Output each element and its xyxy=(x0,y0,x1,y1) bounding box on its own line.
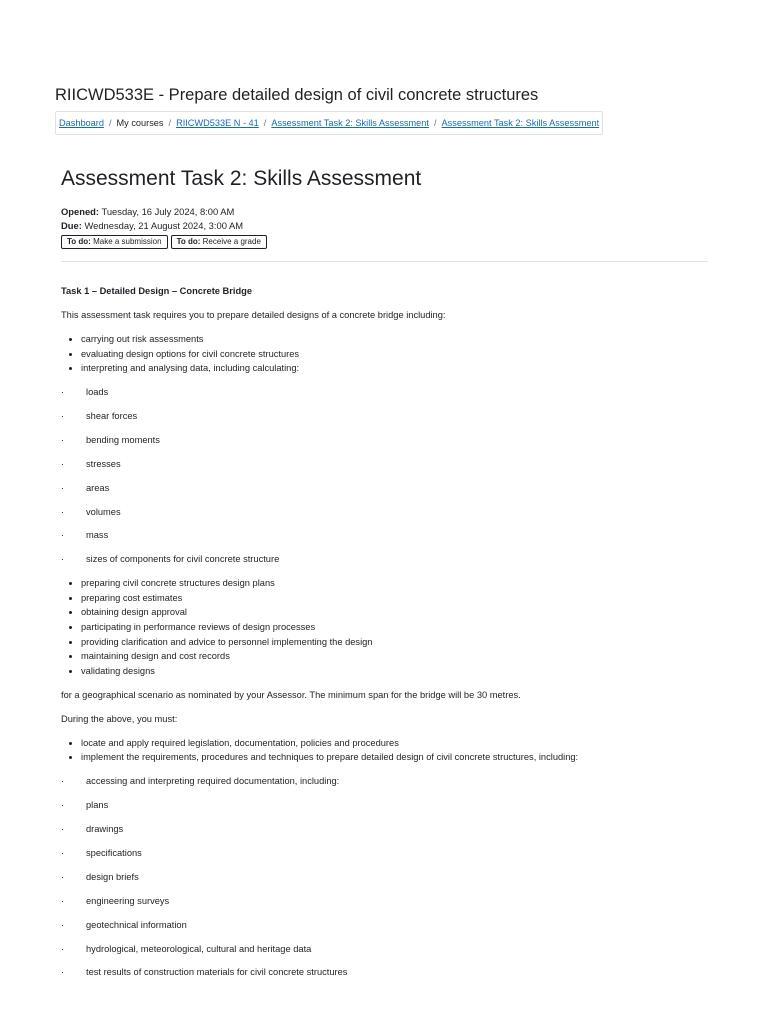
bullet-glyph: · xyxy=(61,824,65,835)
bullet-glyph: · xyxy=(61,411,65,422)
assignment-description xyxy=(61,284,708,989)
list-item: • locate and apply required legislation, documentation, policies and procedures xyxy=(81,736,708,751)
list-item: • interpreting and analysing data, including calculating: xyxy=(81,361,708,376)
bullet-glyph: · xyxy=(61,554,65,565)
list-1 xyxy=(61,332,708,376)
list-item: • implement the requirements, procedures and techniques to prepare detailed design of civil concrete structures, including: xyxy=(81,750,708,765)
bullet-glyph: · xyxy=(61,919,65,930)
sub-item xyxy=(61,798,708,822)
breadcrumb xyxy=(55,111,603,135)
sub-item xyxy=(61,846,708,870)
sub-item-text: loads xyxy=(86,387,109,398)
sub-item-text: engineering surveys xyxy=(86,895,170,906)
bullet-glyph: · xyxy=(61,387,65,398)
todo-label: To do: xyxy=(67,237,91,246)
bullet-glyph: · xyxy=(61,434,65,445)
sub-item xyxy=(61,918,708,942)
sub-item-text: bending moments xyxy=(86,434,160,445)
sub-item xyxy=(61,894,708,918)
sub-list-1 xyxy=(61,385,708,576)
bullet-glyph: · xyxy=(61,967,65,978)
list-item: • evaluating design options for civil concrete structures xyxy=(81,347,708,362)
sub-item-text: geotechnical information xyxy=(86,919,187,930)
list-item: • preparing civil concrete structures design plans xyxy=(81,576,708,591)
list-3 xyxy=(61,736,708,765)
sub-item xyxy=(61,552,708,576)
breadcrumb-separator: / xyxy=(433,118,437,128)
bullet-glyph: · xyxy=(61,943,65,954)
todo-label: To do: xyxy=(176,237,201,246)
breadcrumb-dashboard[interactable]: Dashboard xyxy=(59,118,104,128)
sub-item-text: mass xyxy=(86,530,109,541)
sub-item xyxy=(61,528,708,552)
list-item: • preparing cost estimates xyxy=(81,591,708,606)
breadcrumb-separator: / xyxy=(168,118,172,128)
sub-item-text: test results of construction materials for civil concrete structures xyxy=(86,967,348,978)
opened-label: Opened: xyxy=(61,206,100,217)
todo-value: Make a submission xyxy=(93,237,162,246)
page-title: Assessment Task 2: Skills Assessment xyxy=(61,167,422,190)
breadcrumb-my-courses: My courses xyxy=(116,118,164,128)
sub-list-2 xyxy=(61,774,708,989)
sub-item xyxy=(61,409,708,433)
sub-item xyxy=(61,822,708,846)
breadcrumb-separator: / xyxy=(263,118,267,128)
sub-item-text: design briefs xyxy=(86,871,139,882)
breadcrumb-course[interactable]: RIICWD533E N - 41 xyxy=(176,118,259,128)
sub-item xyxy=(61,481,708,505)
bullet-glyph: · xyxy=(61,530,65,541)
list-item: • participating in performance reviews of design processes xyxy=(81,620,708,635)
bullet-glyph: · xyxy=(61,458,65,469)
bullet-glyph: · xyxy=(61,871,65,882)
sub-item xyxy=(61,965,708,989)
sub-item-text: sizes of components for civil concrete structure xyxy=(86,554,280,565)
due-label: Due: xyxy=(61,220,82,231)
sub-item-text: accessing and interpreting required documentation, including: xyxy=(86,776,340,787)
sub-item xyxy=(61,942,708,966)
sub-item xyxy=(61,774,708,798)
sub-item-text: shear forces xyxy=(86,411,138,422)
opened-date xyxy=(61,205,708,219)
completion-requirements xyxy=(61,235,708,249)
intro-text: This assessment task requires you to prepare detailed designs of a concrete bridge including: xyxy=(61,309,446,320)
breadcrumb-assessment-section[interactable]: Assessment Task 2: Skills Assessment xyxy=(271,118,429,128)
sub-item xyxy=(61,870,708,894)
task-heading: Task 1 – Detailed Design – Concrete Bridge xyxy=(61,286,252,296)
sub-item-text: hydrological, meteorological, cultural and heritage data xyxy=(86,943,312,954)
divider xyxy=(61,261,708,262)
course-title: RIICWD533E - Prepare detailed design of civil concrete structures xyxy=(55,86,539,104)
bullet-glyph: · xyxy=(61,800,65,811)
activity-dates xyxy=(61,205,708,233)
breadcrumb-separator: / xyxy=(108,118,112,128)
todo-badge-grade xyxy=(171,235,267,249)
bullet-glyph: · xyxy=(61,482,65,493)
breadcrumb-assessment-current[interactable]: Assessment Task 2: Skills Assessment xyxy=(441,118,600,128)
sub-item-text: areas xyxy=(86,482,110,493)
bullet-glyph: · xyxy=(61,776,65,787)
sub-item-text: volumes xyxy=(86,506,121,517)
due-value: Wednesday, 21 August 2024, 3:00 AM xyxy=(84,220,244,231)
opened-value: Tuesday, 16 July 2024, 8:00 AM xyxy=(101,206,235,217)
sub-item xyxy=(61,457,708,481)
due-date xyxy=(61,219,708,233)
list-item: • carrying out risk assessments xyxy=(81,332,708,347)
scenario-text: for a geographical scenario as nominated by your Assessor. The minimum span for the bridge will be 30 metres. xyxy=(61,689,521,700)
bullet-glyph: · xyxy=(61,506,65,517)
sub-item xyxy=(61,433,708,457)
list-item: • validating designs xyxy=(81,664,708,679)
sub-item xyxy=(61,385,708,409)
list-item: • providing clarification and advice to personnel implementing the design xyxy=(81,635,708,650)
sub-item xyxy=(61,505,708,529)
sub-item-text: drawings xyxy=(86,824,124,835)
list-2 xyxy=(61,576,708,678)
main-content xyxy=(61,164,708,989)
sub-item-text: stresses xyxy=(86,458,121,469)
during-text: During the above, you must: xyxy=(61,713,178,724)
list-item: • obtaining design approval xyxy=(81,605,708,620)
bullet-glyph: · xyxy=(61,895,65,906)
list-item: • maintaining design and cost records xyxy=(81,649,708,664)
todo-value: Receive a grade xyxy=(202,237,261,246)
sub-item-text: plans xyxy=(86,800,109,811)
sub-item-text: specifications xyxy=(86,848,142,859)
todo-badge-submission xyxy=(61,235,168,249)
bullet-glyph: · xyxy=(61,848,65,859)
